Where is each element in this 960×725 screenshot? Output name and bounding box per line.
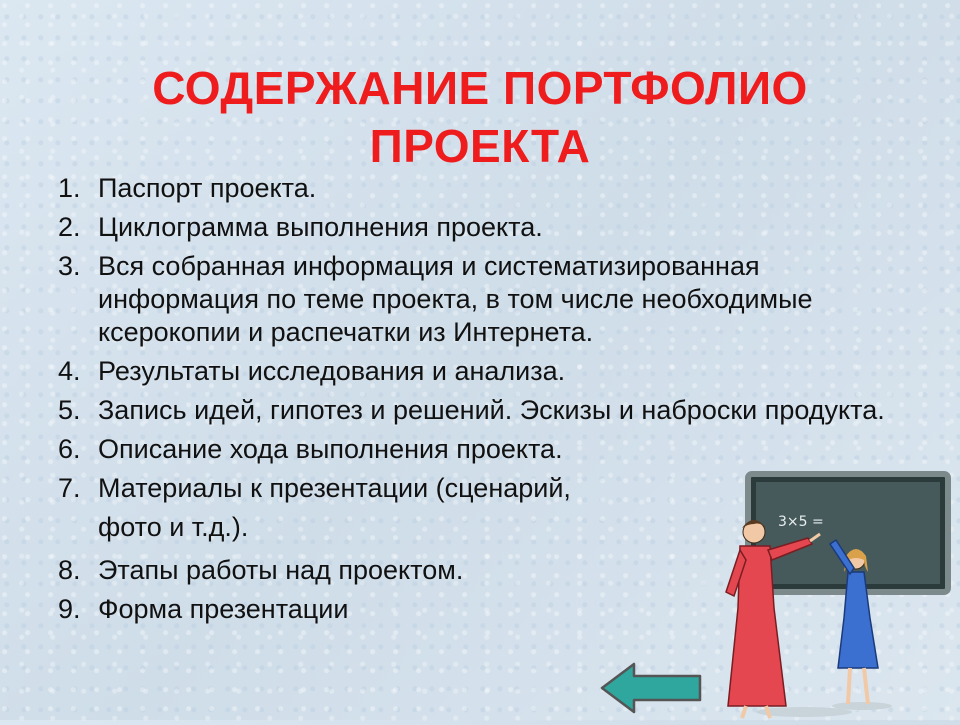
board-text: 3×5 = bbox=[778, 514, 824, 530]
list-item-text: Этапы работы над проектом. bbox=[98, 555, 464, 585]
list-item-text: Паспорт проекта. bbox=[98, 173, 317, 203]
list-item-number: 8. bbox=[58, 555, 81, 585]
list-item-text: Материалы к презентации (сценарий, bbox=[98, 473, 571, 503]
list-item bbox=[58, 211, 918, 244]
teacher-at-blackboard-icon bbox=[712, 468, 952, 720]
list-item-text: Результаты исследования и анализа. bbox=[98, 356, 566, 386]
list-item-number: 4. bbox=[58, 356, 81, 386]
list-item-text: Вся собранная информация и систематизированная информация по теме проекта, в том числе необходимые ксерокопии и распечатки из Интернета. bbox=[98, 251, 813, 347]
list-item-number bbox=[58, 511, 98, 544]
list-item-text: фото и т.д.). bbox=[98, 512, 249, 542]
list-item-number: 5. bbox=[58, 395, 81, 425]
slide-title bbox=[0, 59, 960, 175]
list-item-text: Циклограмма выполнения проекта. bbox=[98, 212, 543, 242]
slide-title-line-2: ПРОЕКТА bbox=[369, 119, 591, 172]
list-item bbox=[58, 250, 918, 349]
list-item-text: Описание хода выполнения проекта. bbox=[98, 434, 563, 464]
list-item bbox=[58, 394, 918, 427]
list-item bbox=[58, 355, 918, 388]
list-item-number: 6. bbox=[58, 434, 81, 464]
list-item bbox=[58, 172, 918, 205]
slide-title-line-1: СОДЕРЖАНИЕ ПОРТФОЛИО bbox=[152, 61, 808, 114]
list-item-number: 1. bbox=[58, 173, 81, 203]
list-item-number: 2. bbox=[58, 212, 81, 242]
list-item-text: Форма презентации bbox=[98, 594, 349, 624]
list-item-number: 7. bbox=[58, 473, 81, 503]
list-item bbox=[58, 433, 918, 466]
back-arrow-icon bbox=[600, 660, 704, 716]
list-item-text: Запись идей, гипотез и решений. Эскизы и наброски продукта. bbox=[98, 395, 885, 425]
list-item-number: 9. bbox=[58, 594, 81, 624]
list-item-number: 3. bbox=[58, 251, 81, 281]
back-arrow-button[interactable] bbox=[600, 660, 704, 716]
